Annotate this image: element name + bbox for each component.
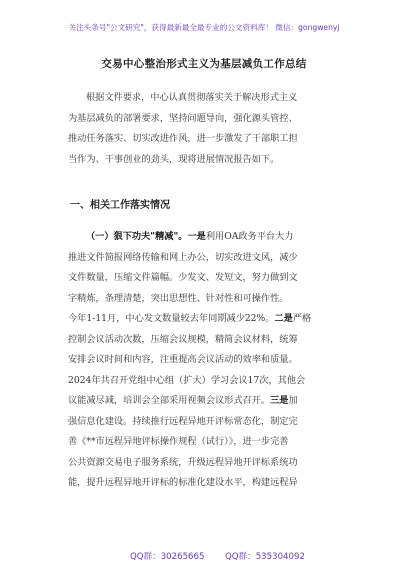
point-text: 利用OA政务平台大力 — [205, 231, 294, 242]
point-text: 严格 — [292, 313, 312, 324]
qq-group-left: QQ群：30265665 — [130, 552, 205, 562]
paragraph-line: 能，提升远程异地开评标的标准化建设水平，构建远程异 — [68, 477, 298, 488]
paragraph-line — [68, 391, 352, 412]
point-text: 今年1-11月，中心发文数量较去年同期减少22%。 — [68, 313, 275, 324]
qq-group-right: QQ群：535304092 — [225, 552, 305, 562]
paragraph-line: 公共资源交易电子服务系统，升级远程异地开评标系统功 — [68, 456, 298, 468]
paragraph-line: 控制会议活动次数，压缩会议规模，精简会议材料，统筹 — [68, 333, 298, 345]
paragraph-line: 2024年共召开党组中心组（扩大）学习会议17次，其他会 — [68, 374, 306, 386]
paragraph-line: 字精炼，条理清楚，突出思想性、针对性和可操作性。 — [68, 292, 289, 304]
header-banner: 关注头条号"公文研究"，获得最新最全最专业的公文资料库！ 微信：gongwenyj — [68, 23, 340, 32]
paragraph-line — [68, 227, 352, 248]
paragraph-line — [68, 309, 352, 330]
section-heading: 一、相关工作落实情况 — [70, 200, 170, 211]
intro-line: 当作为、干事创业的劲头，现将进展情况报告如下。 — [68, 153, 280, 165]
point-text: 议能减尽减，培训会全部采用视频会议形式召开。 — [68, 395, 271, 406]
intro-line: 为基层减负的部署要求，坚持问题导向，强化源头管控、 — [68, 112, 298, 124]
intro-line: 根据文件要求，中心认真贯彻落实关于解决形式主义 — [86, 92, 298, 103]
document-title: 交易中心整治形式主义为基层减负工作总结 — [101, 58, 307, 70]
subsection-heading: （一）狠下功夫"精减"。 — [86, 231, 188, 242]
intro-paragraph — [68, 88, 352, 170]
footer — [0, 550, 408, 564]
point-text: 加 — [288, 395, 298, 406]
paragraph-line: 善《**市远程异地评标操作规程（试行）》，进一步完善 — [68, 436, 289, 447]
paragraph-line: 文件数量，压缩文件篇幅。少发文、发短文，努力做到文 — [68, 272, 298, 283]
point-marker: 三是 — [270, 395, 289, 406]
point-marker: 一是 — [187, 231, 206, 242]
paragraph-line: 推进文件简报网络传输和网上办公，切实改进文风，减少 — [68, 251, 298, 263]
paragraph-line: 安排会议时间和内容，注重提高会议活动的效率和质量。 — [68, 354, 298, 365]
main-paragraph — [68, 227, 352, 494]
point-marker: 二是 — [274, 313, 293, 324]
paragraph-line: 强信息化建设。持续推行远程异地开评标常态化，制定完 — [68, 415, 298, 427]
intro-line: 推动任务落实、切实改进作风，进一步激发了干部职工担 — [68, 133, 298, 144]
